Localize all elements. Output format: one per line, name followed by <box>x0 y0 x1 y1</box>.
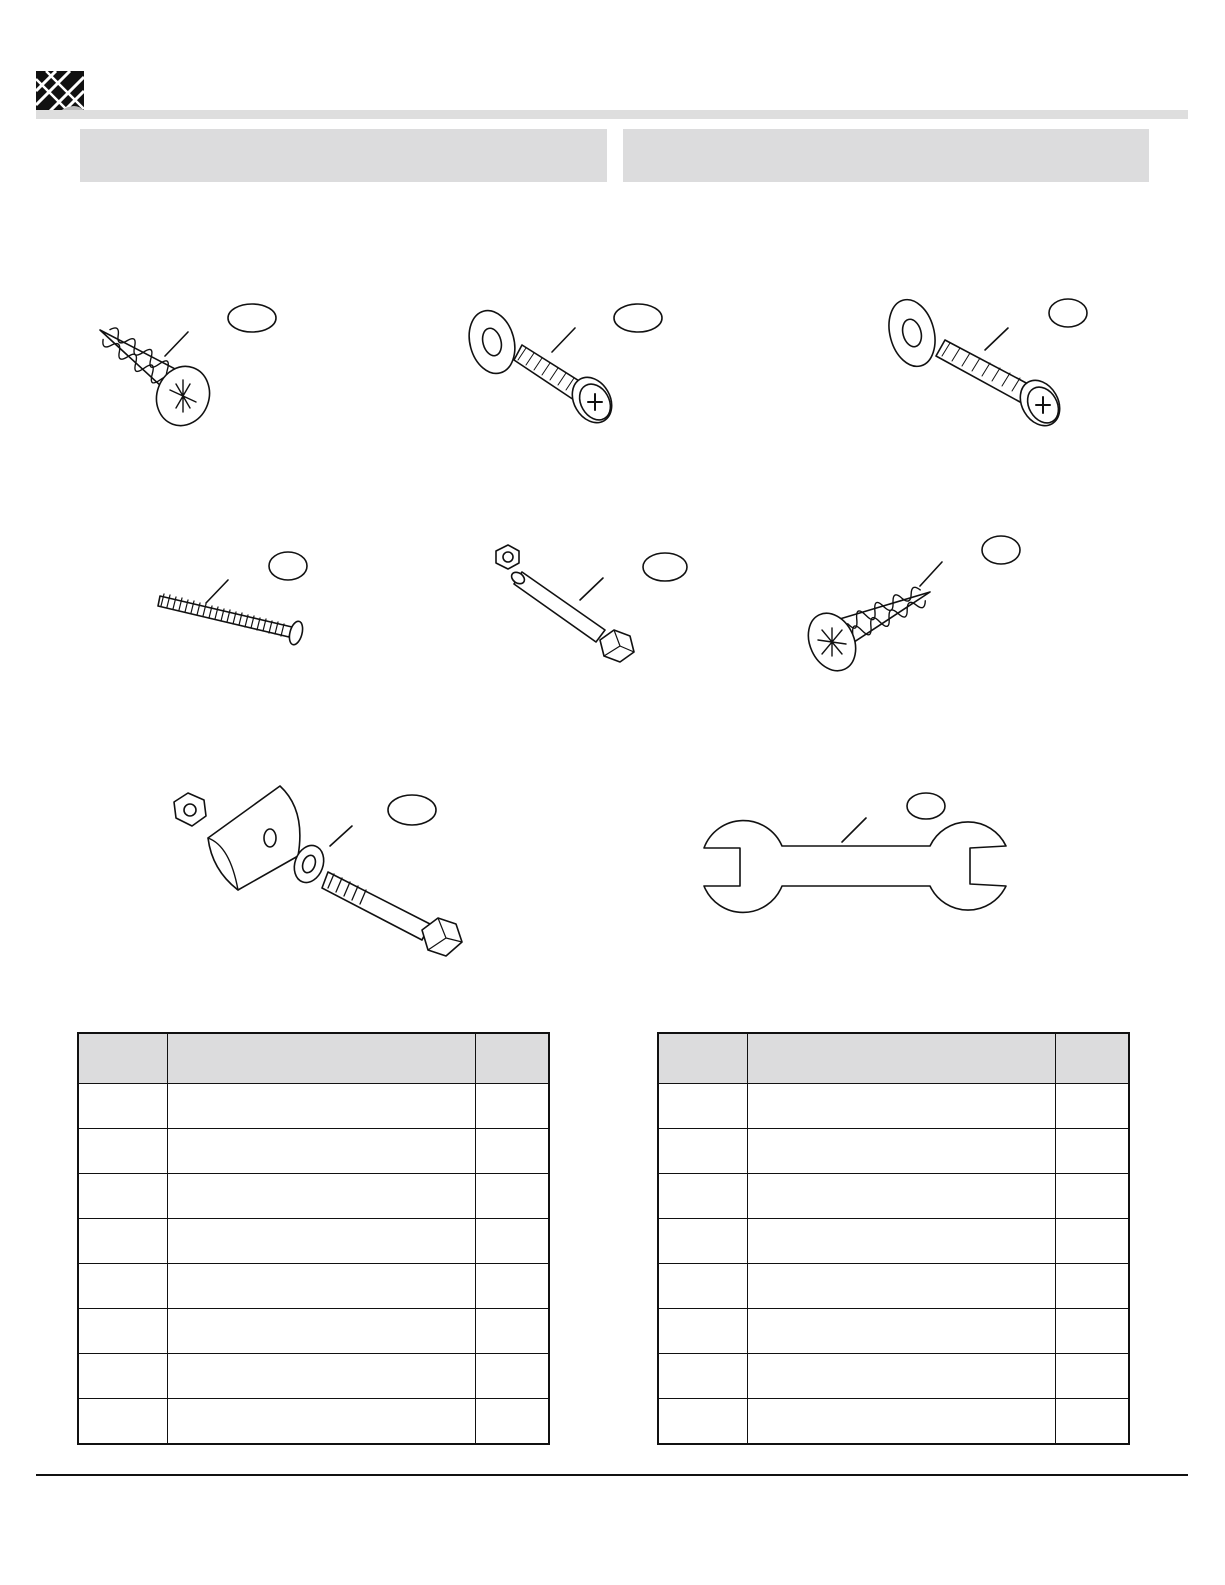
table-cell <box>747 1264 1056 1309</box>
table-cell <box>78 1399 167 1445</box>
table-cell <box>476 1354 549 1399</box>
table-cell <box>658 1264 747 1309</box>
hex-bolt-with-nut-icon <box>496 545 687 662</box>
table-cell <box>1056 1264 1129 1309</box>
open-end-wrench-icon <box>704 793 1006 912</box>
column-header-qty <box>476 1033 549 1084</box>
table-cell <box>747 1174 1056 1219</box>
table-row <box>658 1174 1129 1219</box>
table-cell <box>476 1264 549 1309</box>
table-cell <box>78 1129 167 1174</box>
table-cell <box>167 1174 476 1219</box>
long-machine-screw-with-washer-icon <box>882 294 1087 432</box>
table-cell <box>167 1309 476 1354</box>
table-cell <box>1056 1309 1129 1354</box>
table-cell <box>658 1084 747 1129</box>
table-cell <box>658 1399 747 1445</box>
table-cell <box>658 1219 747 1264</box>
table-row <box>658 1309 1129 1354</box>
bolt-nut-washer-block-icon <box>174 786 462 956</box>
table-cell <box>167 1399 476 1445</box>
table-cell <box>1056 1354 1129 1399</box>
table-cell <box>1056 1219 1129 1264</box>
table-cell <box>476 1129 549 1174</box>
table-cell <box>167 1084 476 1129</box>
table-cell <box>476 1399 549 1445</box>
table-cell <box>78 1084 167 1129</box>
table-row <box>78 1399 549 1445</box>
table-cell <box>78 1264 167 1309</box>
table-cell <box>476 1084 549 1129</box>
table-cell <box>747 1084 1056 1129</box>
table-row <box>78 1264 549 1309</box>
table-cell <box>78 1309 167 1354</box>
table-cell <box>747 1309 1056 1354</box>
table-row <box>78 1129 549 1174</box>
flat-head-wood-screw-icon <box>799 536 1020 678</box>
table-cell <box>476 1174 549 1219</box>
table-cell <box>78 1354 167 1399</box>
table-cell <box>747 1219 1056 1264</box>
table-header-row <box>658 1033 1129 1084</box>
table-header-row <box>78 1033 549 1084</box>
table-cell <box>747 1354 1056 1399</box>
table-row <box>658 1084 1129 1129</box>
table-row <box>658 1129 1129 1174</box>
table-row <box>78 1354 549 1399</box>
table-cell <box>1056 1129 1129 1174</box>
table-cell <box>747 1129 1056 1174</box>
table-cell <box>167 1219 476 1264</box>
table-row <box>658 1219 1129 1264</box>
table-cell <box>1056 1399 1129 1445</box>
flat-head-wood-screw-icon <box>93 304 276 433</box>
table-cell <box>78 1174 167 1219</box>
table-cell <box>1056 1174 1129 1219</box>
table-cell <box>476 1309 549 1354</box>
table-cell <box>658 1354 747 1399</box>
table-cell <box>747 1399 1056 1445</box>
table-row <box>78 1309 549 1354</box>
column-header-qty <box>1056 1033 1129 1084</box>
column-header-no <box>658 1033 747 1084</box>
parts-table-left <box>77 1032 550 1445</box>
table-cell <box>167 1354 476 1399</box>
long-threaded-screw-icon <box>158 552 307 646</box>
table-row <box>658 1399 1129 1445</box>
table-row <box>78 1174 549 1219</box>
machine-screw-with-washer-icon <box>462 304 662 430</box>
table-cell <box>78 1219 167 1264</box>
table-cell <box>167 1264 476 1309</box>
parts-table-right <box>657 1032 1130 1445</box>
table-row <box>658 1264 1129 1309</box>
footer-rule <box>36 1474 1188 1476</box>
table-cell <box>658 1129 747 1174</box>
table-row <box>78 1219 549 1264</box>
table-cell <box>658 1309 747 1354</box>
table-cell <box>476 1219 549 1264</box>
table-cell <box>658 1174 747 1219</box>
column-header-no <box>78 1033 167 1084</box>
table-cell <box>1056 1084 1129 1129</box>
table-cell <box>167 1129 476 1174</box>
table-row <box>78 1084 549 1129</box>
table-row <box>658 1354 1129 1399</box>
column-header-description <box>167 1033 476 1084</box>
column-header-description <box>747 1033 1056 1084</box>
